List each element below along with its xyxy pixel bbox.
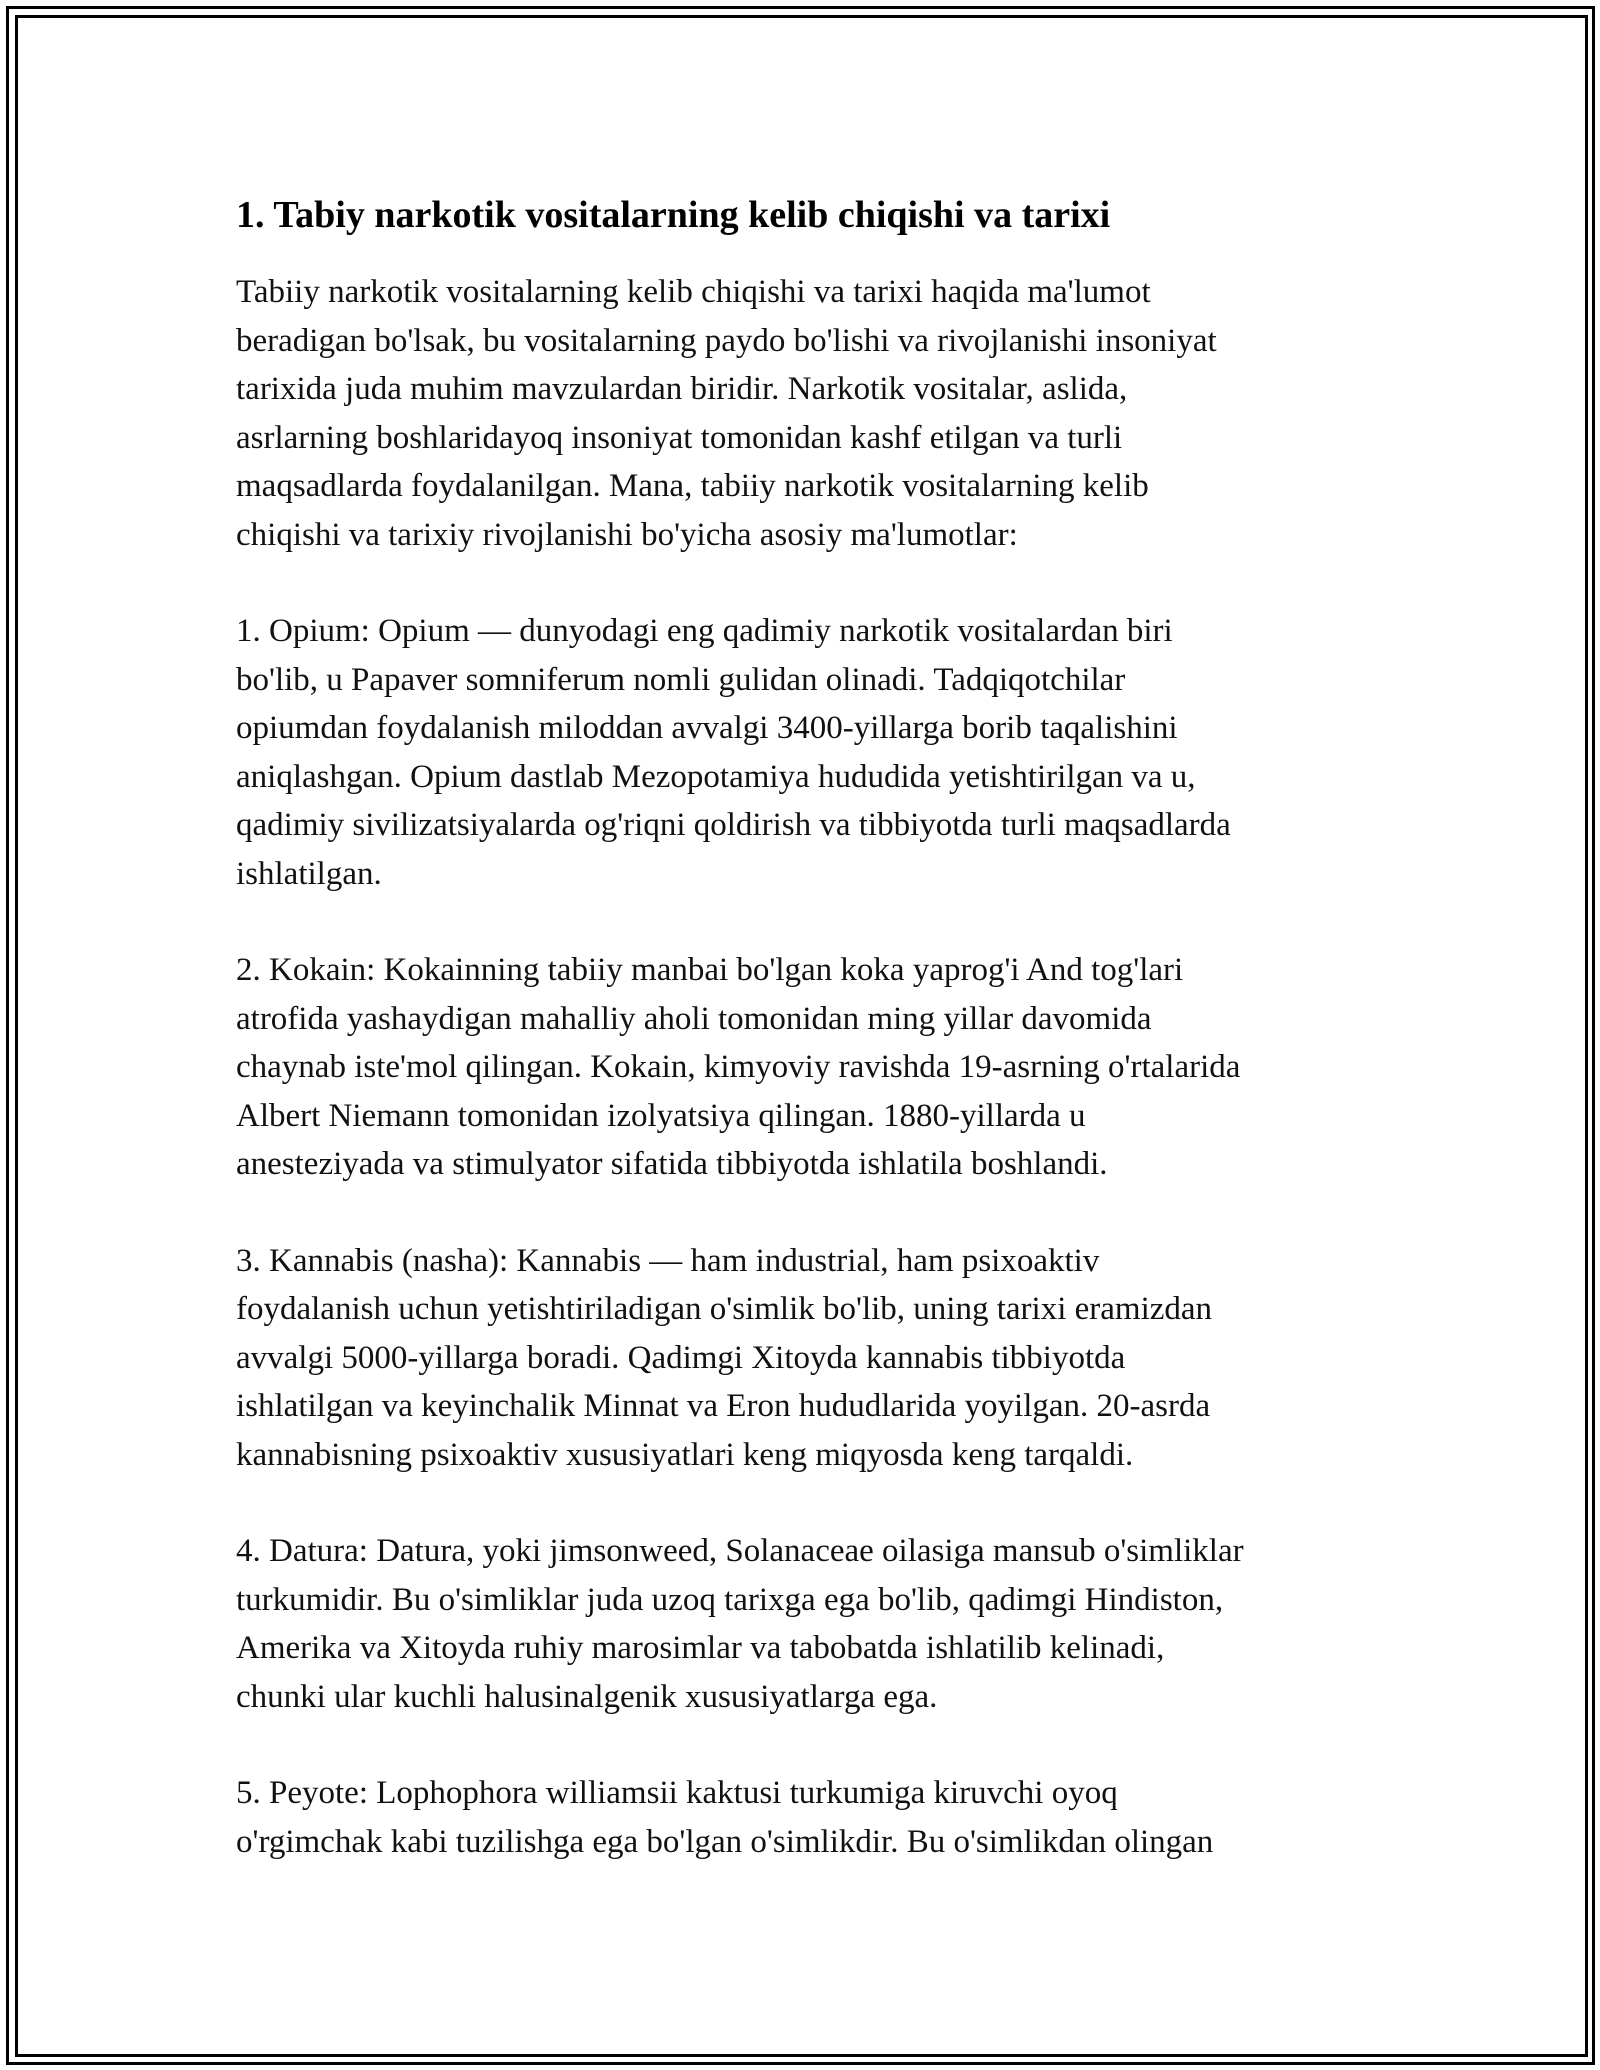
text-line: 2. Kokain: Kokainning tabiiy manbai bo'lgan koka yaprog'i And tog'lari (236, 952, 1184, 988)
list-item-paragraph (236, 607, 1366, 898)
text-line: aniqlashgan. Opium dastlab Mezopotamiya hududida yetishtirilgan va u, (236, 758, 1196, 795)
intro-paragraph (236, 268, 1366, 559)
document-body (236, 190, 1366, 1914)
text-line: foydalanish uchun yetishtiriladigan o'simlik bo'lib, uning tarixi eramizdan (236, 1291, 1213, 1327)
text-line: beradigan bo'lsak, bu vositalarning paydo bo'lishi va rivojlanishi insoniyat (236, 322, 1217, 359)
text-line: anesteziyada va stimulyator sifatida tibbiyotda ishlatila boshlandi. (236, 1146, 1108, 1182)
list-item-paragraph (236, 1527, 1366, 1721)
text-line: opiumdan foydalanish miloddan avvalgi 3400-yillarga borib taqalishini (236, 710, 1178, 746)
text-line: maqsadlarda foydalanilgan. Mana, tabiiy narkotik vositalarning kelib (236, 468, 1149, 504)
list-item-paragraph (236, 1769, 1366, 1866)
text-line: 4. Datura: Datura, yoki jimsonweed, Solanaceae oilasiga mansub o'simliklar (236, 1533, 1244, 1569)
text-line: ishlatilgan. (236, 855, 382, 892)
text-line: qadimiy sivilizatsiyalarda og'riqni qoldirish va tibbiyotda turli maqsadlarda (236, 807, 1231, 843)
text-line: chunki ular kuchli halusinalgenik xususiyatlarga ega. (236, 1678, 938, 1715)
text-line: turkumidir. Bu o'simliklar juda uzoq tarixga ega bo'lib, qadimgi Hindiston, (236, 1581, 1224, 1618)
text-line: Amerika va Xitoyda ruhiy marosimlar va tabobatda ishlatilib kelinadi, (236, 1630, 1165, 1666)
text-line: kannabisning psixoaktiv xususiyatlari keng miqyosda keng tarqaldi. (236, 1436, 1134, 1473)
text-line: asrlarning boshlaridayoq insoniyat tomonidan kashf etilgan va turli (236, 419, 1123, 456)
list-item-paragraph (236, 946, 1366, 1189)
text-line: ishlatilgan va keyinchalik Minnat va Eron hududlarida yoyilgan. 20-asrda (236, 1388, 1211, 1424)
text-line: 5. Peyote: Lophophora williamsii kaktusi turkumiga kiruvchi oyoq (236, 1775, 1118, 1811)
text-line: Tabiiy narkotik vositalarning kelib chiqishi va tarixi haqida ma'lumot (236, 274, 1151, 310)
text-line: atrofida yashaydigan mahalliy aholi tomonidan ming yillar davomida (236, 1000, 1152, 1037)
text-line: 3. Kannabis (nasha): Kannabis — ham industrial, ham psixoaktiv (236, 1242, 1100, 1279)
text-line: chaynab iste'mol qilingan. Kokain, kimyoviy ravishda 19-asrning o'rtalarida (236, 1049, 1241, 1085)
paragraph-list (236, 268, 1366, 1866)
text-line: Albert Niemann tomonidan izolyatsiya qilingan. 1880-yillarda u (236, 1097, 1086, 1134)
text-line: chiqishi va tarixiy rivojlanishi bo'yicha asosiy ma'lumotlar: (236, 516, 1018, 553)
list-item-paragraph (236, 1237, 1366, 1480)
section-heading: 1. Tabiy narkotik vositalarning kelib chiqishi va tarixi (236, 194, 1111, 236)
text-line: 1. Opium: Opium — dunyodagi eng qadimiy narkotik vositalardan biri (236, 613, 1173, 649)
text-line: tarixida juda muhim mavzulardan biridir. Narkotik vositalar, aslida, (236, 371, 1128, 407)
text-line: o'rgimchak kabi tuzilishga ega bo'lgan o'simlikdir. Bu o'simlikdan olingan (236, 1823, 1214, 1860)
text-line: bo'lib, u Papaver somniferum nomli gulidan olinadi. Tadqiqotchilar (236, 661, 1126, 698)
text-line: avvalgi 5000-yillarga boradi. Qadimgi Xitoyda kannabis tibbiyotda (236, 1339, 1126, 1376)
